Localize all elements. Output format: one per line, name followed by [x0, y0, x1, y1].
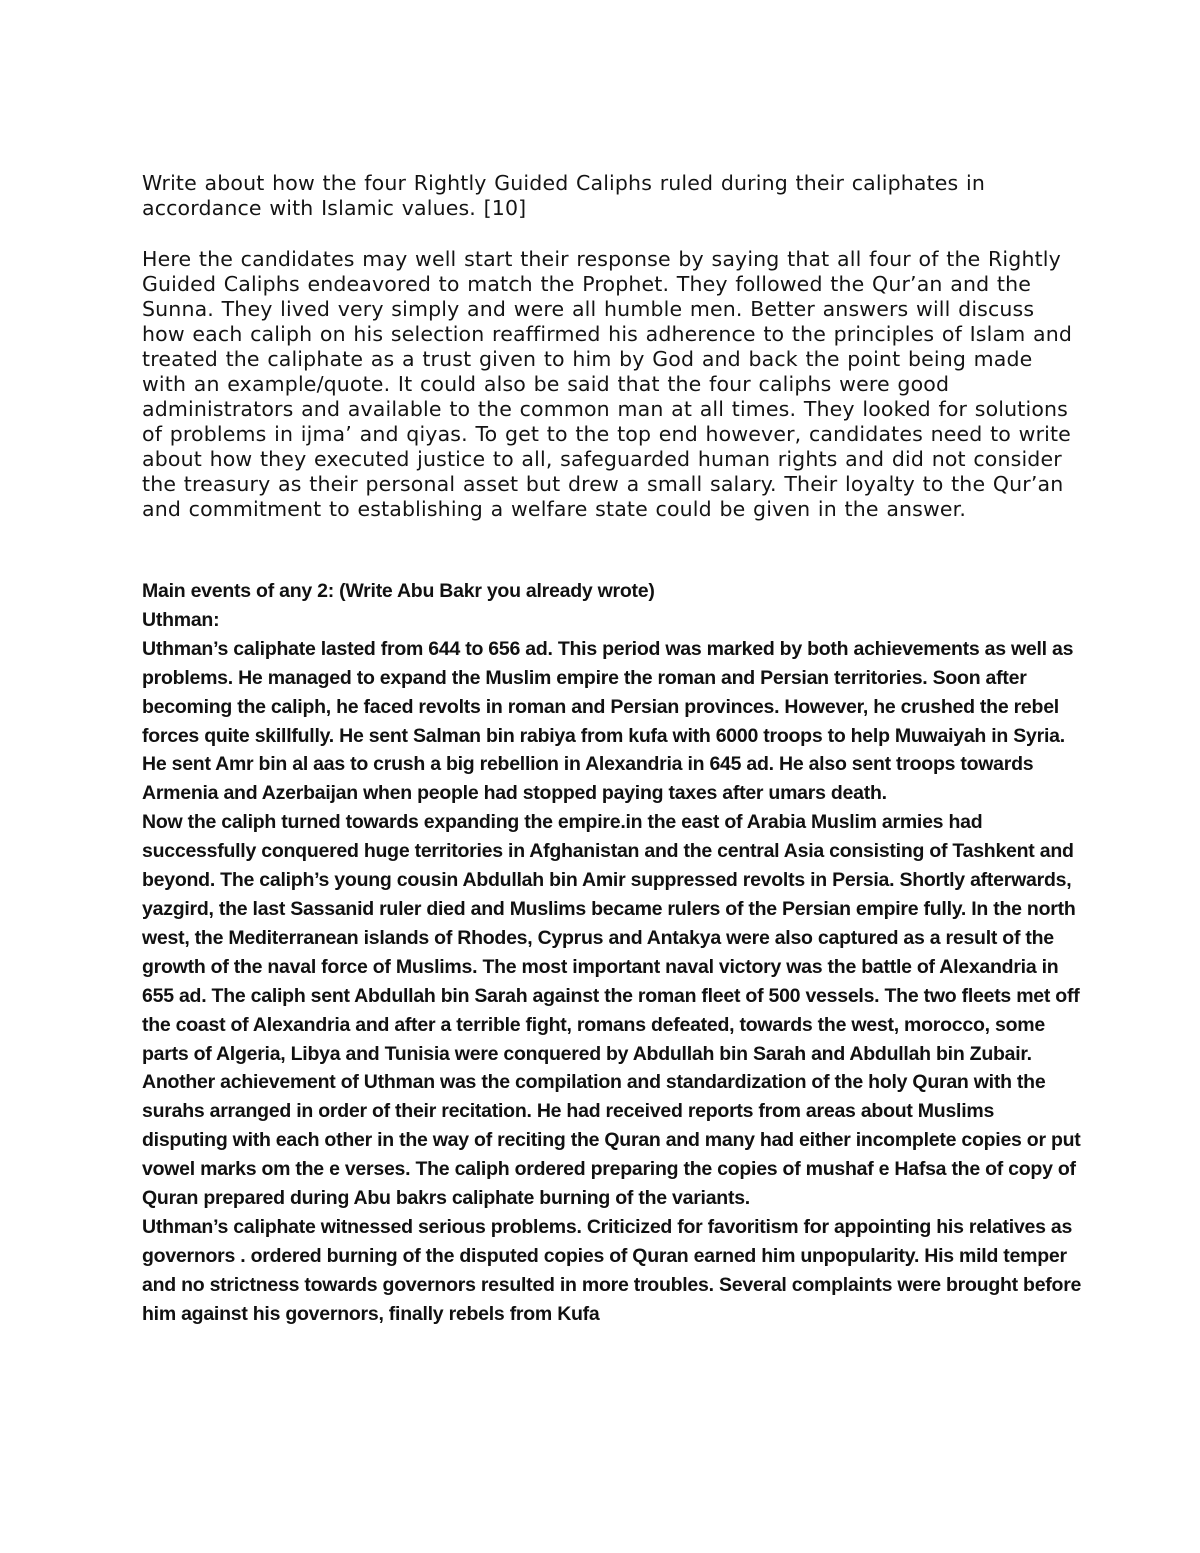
- main-events-heading: Main events of any 2: (Write Abu Bakr you already wrote): [142, 580, 655, 602]
- question-block: [142, 171, 1072, 221]
- answer-paragraph: Uthman’s caliphate lasted from 644 to 656 ad. This period was marked by both achievements as well as problems. He managed to expand the Muslim empire the roman and Persian territories. Soon after becoming the caliph, he faced revolts in roman and Persian provinces. However, he crushed the rebel forces quite skillfully. He sent Salman bin rabiya from kufa with 6000 troops to help Muwaiyah in Syria. He sent Amr bin al aas to crush a big rebellion in Alexandria in 645 ad. He also sent troops towards Armenia and Azerbaijan when people had stopped paying taxes after umars death.: [142, 637, 1074, 805]
- marking-guidance-text: Here the candidates may well start their response by saying that all four of the Rightly Guided Caliphs endeavored to match the Prophet. They followed the Qur’an and the Sunna. They lived very simply and were all humble men. Better answers will discuss how each caliph on his selection reaffirmed his adherence to the principles of Islam and treated the caliphate as a trust given to him by God and back the point being made with an example/quote. It could also be said that the four caliphs were good administrators and available to the common man at all times. They looked for solutions of problems in ijma’ and qiyas. To get to the top end however, candidates need to write about how they executed justice to all, safeguarded human rights and did not consider the treasury as their personal asset but drew a small salary. Their loyalty to the Qur’an and commitment to establishing a welfare state could be given in the answer.: [142, 247, 1073, 521]
- answer-paragraph: Uthman’s caliphate witnessed serious problems. Criticized for favoritism for appointing his relatives as governors . ordered burning of the disputed copies of Quran earned him unpopularity. His mild temper and no strictness towards governors resulted in more troubles. Several complaints were brought before him against his governors, finally rebels from Kufa: [142, 1215, 1082, 1325]
- answer-paragraph: Another achievement of Uthman was the compilation and standardization of the holy Quran with the surahs arranged in order of their recitation. He had received reports from areas about Muslims disputing with each other in the way of reciting the Quran and many had either incomplete copies or put vowel marks om the e verses. The caliph ordered preparing the copies of mushaf e Hafsa the of copy of Quran prepared during Abu bakrs caliphate burning of the variants.: [142, 1071, 1081, 1210]
- question-text: Write about how the four Rightly Guided Caliphs ruled during their caliphates in accordance with Islamic values. [10]: [142, 171, 986, 220]
- answer-block: [142, 577, 1082, 1329]
- marking-guidance-block: [142, 247, 1072, 522]
- answer-paragraph: Now the caliph turned towards expanding the empire.in the east of Arabia Muslim armies had successfully conquered huge territories in Afghanistan and the central Asia consisting of Tashkent and beyond. The caliph’s young cousin Abdullah bin Amir suppressed revolts in Persia. Shortly afterwards, yazgird, the last Sassanid ruler died and Muslims became rulers of the Persian empire fully. In the north west, the Mediterranean islands of Rhodes, Cyprus and Antakya were also captured as a result of the growth of the naval force of Muslims. The most important naval victory was the battle of Alexandria in 655 ad. The caliph sent Abdullah bin Sarah against the roman fleet of 500 vessels. The two fleets met off the coast of Alexandria and after a terrible fight, romans defeated, towards the west, morocco, some parts of Algeria, Libya and Tunisia were conquered by Abdullah bin Sarah and Abdullah bin Zubair.: [142, 811, 1080, 1065]
- uthman-heading: Uthman:: [142, 608, 220, 631]
